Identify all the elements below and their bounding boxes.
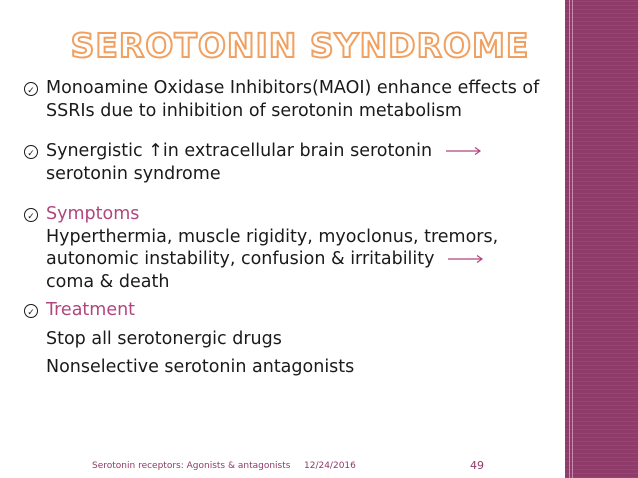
bullet-text xyxy=(46,203,564,293)
circled-check-icon: ✓ xyxy=(24,304,38,318)
bullet-line: coma & death xyxy=(46,271,170,292)
slide-title: SEROTONIN SYNDROME xyxy=(70,26,530,65)
bullet-item-synergistic xyxy=(24,140,564,185)
circled-check-icon: ✓ xyxy=(24,82,38,96)
side-divider-line xyxy=(572,0,573,478)
symptoms-heading: Symptoms xyxy=(46,204,140,224)
right-arrow-icon xyxy=(448,254,484,264)
bullet-text xyxy=(46,299,564,379)
right-arrow-icon xyxy=(446,146,482,156)
bullet-line: Nonselective serotonin antagonists xyxy=(46,357,355,377)
bullet-line: serotonin syndrome xyxy=(46,163,221,184)
bullet-line: Synergistic ↑in extracellular brain serotonin xyxy=(46,141,433,161)
page-number: 49 xyxy=(470,459,484,472)
bullet-line: autonomic instability, confusion & irritability xyxy=(46,249,435,269)
bullet-item-treatment xyxy=(24,299,564,379)
bullet-text: Monoamine Oxidase Inhibitors(MAOI) enhance effects of SSRIs due to inhibition of serotonin metabolism xyxy=(46,78,540,121)
bullet-item-maoi xyxy=(24,77,564,122)
bullet-text xyxy=(46,140,564,185)
side-decorative-panel xyxy=(565,0,638,478)
bullet-line: Stop all serotonergic drugs xyxy=(46,328,282,349)
circled-check-icon: ✓ xyxy=(24,145,38,159)
bullet-list xyxy=(24,77,564,379)
footer-title: Serotonin receptors: Agonists & antagonists xyxy=(92,461,291,471)
side-divider-line xyxy=(569,0,570,478)
circled-check-icon: ✓ xyxy=(24,208,38,222)
bullet-line: Hyperthermia, muscle rigidity, myoclonus, tremors, xyxy=(46,226,499,247)
treatment-heading: Treatment xyxy=(46,300,136,320)
footer-date: 12/24/2016 xyxy=(304,461,356,471)
bullet-item-symptoms xyxy=(24,203,564,293)
